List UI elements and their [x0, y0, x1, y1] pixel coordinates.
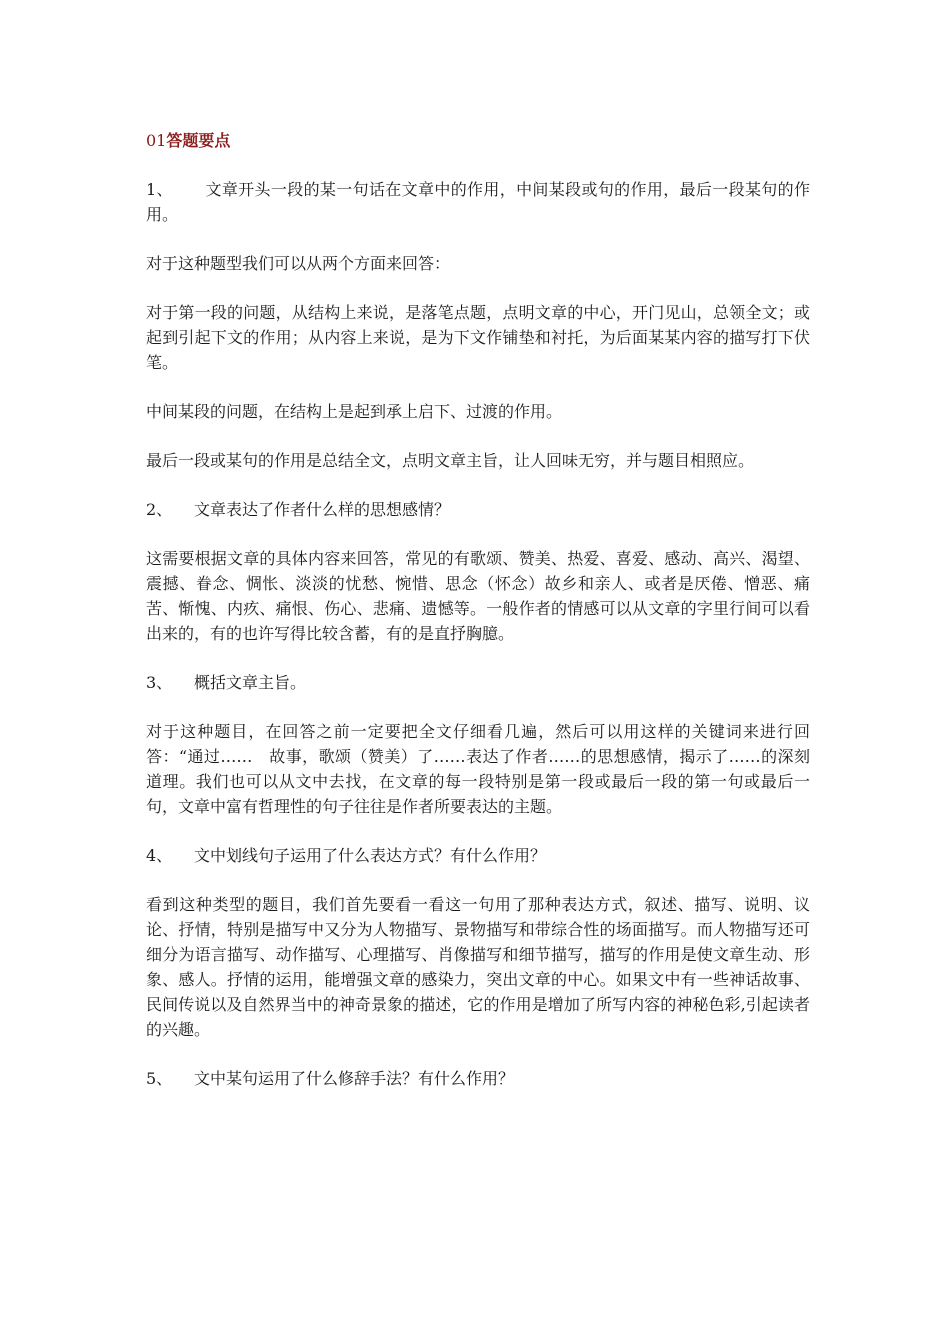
question-2: [146, 497, 810, 522]
question-number: 4、: [146, 846, 173, 865]
question-1: [146, 177, 810, 227]
paragraph: 对于这种题目，在回答之前一定要把全文仔细看几遍，然后可以用这样的关键词来进行回答：“通过…… 故事，歌颂（赞美）了……表达了作者……的思想感情，揭示了……的深刻道理。我们也可以从文中去找，在文章的每一段特别是第一段或最后一段的第一句或最后一句，文章中富有哲理性的句子往往是作者所要表达的主题。: [146, 722, 810, 816]
question-text: 文中某句运用了什么修辞手法？有什么作用？: [194, 1069, 515, 1088]
section-title: 答题要点: [166, 131, 231, 150]
question-4: [146, 843, 810, 868]
question-number: 1、: [146, 180, 173, 199]
question-text: 文中划线句子运用了什么表达方式？有什么作用？: [194, 846, 547, 865]
paragraph: 对于这种题型我们可以从两个方面来回答：: [146, 254, 451, 273]
question-number: 5、: [146, 1069, 173, 1088]
paragraph: 对于第一段的问题，从结构上来说，是落笔点题，点明文章的中心，开门见山，总领全文；或起到引起下文的作用；从内容上来说，是为下文作铺垫和衬托，为后面某某内容的描写打下伏笔。: [146, 303, 810, 372]
question-text: 文章表达了作者什么样的思想感情？: [194, 500, 451, 519]
paragraph: 这需要根据文章的具体内容来回答，常见的有歌颂、赞美、热爱、喜爱、感动、高兴、渴望、震撼、眷念、惆怅、淡淡的忧愁、惋惜、思念（怀念）故乡和亲人、或者是厌倦、憎恶、痛苦、惭愧、内疚、痛恨、伤心、悲痛、遗憾等。一般作者的情感可以从文章的字里行间可以看出来的，有的也许写得比较含蓄，有的是直抒胸臆。: [146, 549, 810, 643]
question-number: 3、: [146, 673, 173, 692]
question-number: 2、: [146, 500, 173, 519]
question-text: 文章开头一段的某一句话在文章中的作用，中间某段或句的作用，最后一段某句的作用。: [146, 180, 810, 224]
question-3: [146, 670, 810, 695]
paragraph: 中间某段的问题，在结构上是起到承上启下、过渡的作用。: [146, 402, 563, 421]
paragraph: 最后一段或某句的作用是总结全文，点明文章主旨，让人回味无穷，并与题目相照应。: [146, 451, 755, 470]
section-number: 01: [146, 131, 167, 150]
question-5: [146, 1066, 810, 1091]
question-text: 概括文章主旨。: [194, 673, 307, 692]
section-heading: [146, 128, 810, 153]
document-page: [146, 128, 810, 1115]
paragraph: 看到这种类型的题目，我们首先要看一看这一句用了那种表达方式，叙述、描写、说明、议论、抒情，特别是描写中又分为人物描写、景物描写和带综合性的场面描写。而人物描写还可细分为语言描写、动作描写、心理描写、肖像描写和细节描写，描写的作用是使文章生动、形象、感人。抒情的运用，能增强文章的感染力，突出文章的中心。如果文中有一些神话故事、民间传说以及自然界当中的神奇景象的描述，它的作用是增加了所写内容的神秘色彩,引起读者的兴趣。: [146, 895, 810, 1039]
